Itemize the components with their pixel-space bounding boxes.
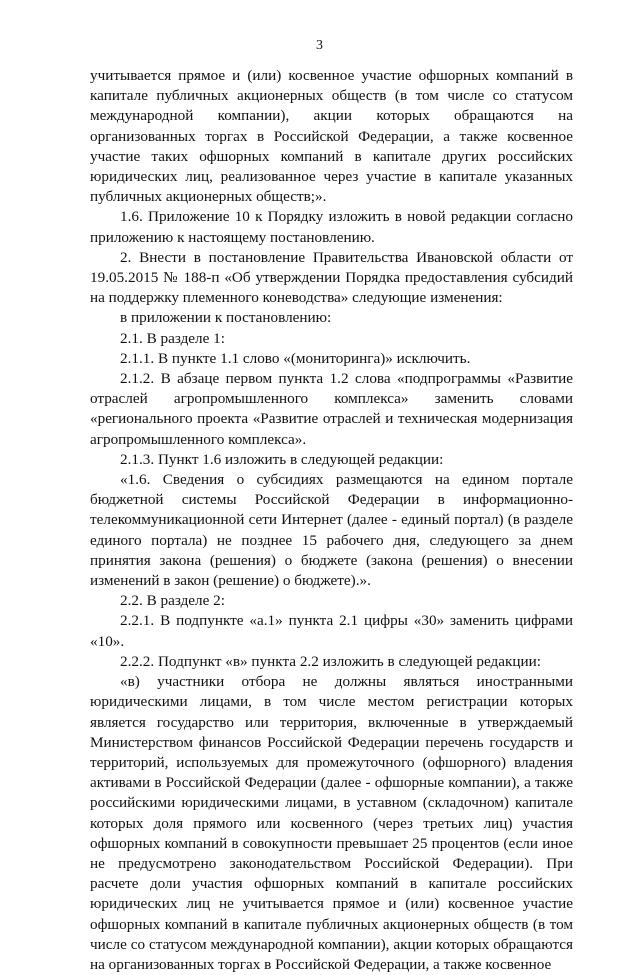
paragraph: 2. Внести в постановление Правительства Ивановской области от 19.05.2015 № 188-п «Об утверждении Порядка предоставления субсидий на поддержку племенного коневодства» следующие изменения:: [90, 248, 573, 307]
paragraph: 2.1. В разделе 1:: [120, 329, 225, 347]
paragraph: в приложении к постановлению:: [120, 309, 332, 327]
paragraph: 2.1.1. В пункте 1.1 слово «(мониторинга)» исключить.: [120, 349, 471, 367]
paragraph: 2.2. В разделе 2:: [120, 592, 225, 610]
paragraph: 2.2.2. Подпункт «в» пункта 2.2 изложить в следующей редакции:: [120, 652, 541, 670]
paragraph: «в) участники отбора не должны являться иностранными юридическими лицами, в том числе местом регистрации которых является государство или территория, включенные в утверждаемый Министерством финансов Российской Федерации перечень государств и территорий, используемых для промежуточного (офшорного) владения активами в Российской Федерации (далее - офшорные компании), а также российскими юридическими лицами, в уставном (складочном) капитале которых доля прямого или косвенного (через третьих лиц) участия офшорных компаний в совокупности превышает 25 процентов (если иное не предусмотрено законодательством Российской Федерации). При расчете доли участия офшорных компаний в капитале российских юридических лиц не учитывается прямое и (или) косвенное участие офшорных компаний в капитале публичных акционерных обществ (в том числе со статусом международной компании), акции которых обращаются на организованных торгах в Российской Федерации, а также косвенное: [90, 673, 573, 973]
paragraph: 2.1.3. Пункт 1.6 изложить в следующей редакции:: [120, 450, 444, 468]
paragraph: 1.6. Приложение 10 к Порядку изложить в новой редакции согласно приложению к настоящему постановлению.: [90, 208, 573, 246]
paragraph: «1.6. Сведения о субсидиях размещаются на едином портале бюджетной системы Российской Федерации в информационно-телекоммуникационной сети Интернет (далее - единый портал) (в разделе единого портала) не позднее 15 рабочего дня, следующего за днем принятия закона (решения) о бюджете (закона (решения) о внесении изменений в закон (решение) о бюджете).».: [90, 471, 573, 590]
document-body: [90, 66, 573, 975]
paragraph: 2.1.2. В абзаце первом пункта 1.2 слова «подпрограммы «Развитие отраслей агропромышленного комплекса» заменить словами «регионального проекта «Развитие отраслей и техническая модернизация агропромышленного комплекса».: [90, 370, 573, 448]
paragraph: учитывается прямое и (или) косвенное участие офшорных компаний в капитале публичных акционерных обществ (в том числе со статусом международной компании), акции которых обращаются на организованных торгах в Российской Федерации, а также косвенное участие таких офшорных компаний в капитале других российских юридических лиц, реализованное через участие в капитале указанных публичных акционерных обществ;».: [90, 67, 573, 206]
page-number: 3: [316, 38, 323, 53]
paragraph: 2.2.1. В подпункте «а.1» пункта 2.1 цифры «30» заменить цифрами «10».: [90, 612, 573, 650]
